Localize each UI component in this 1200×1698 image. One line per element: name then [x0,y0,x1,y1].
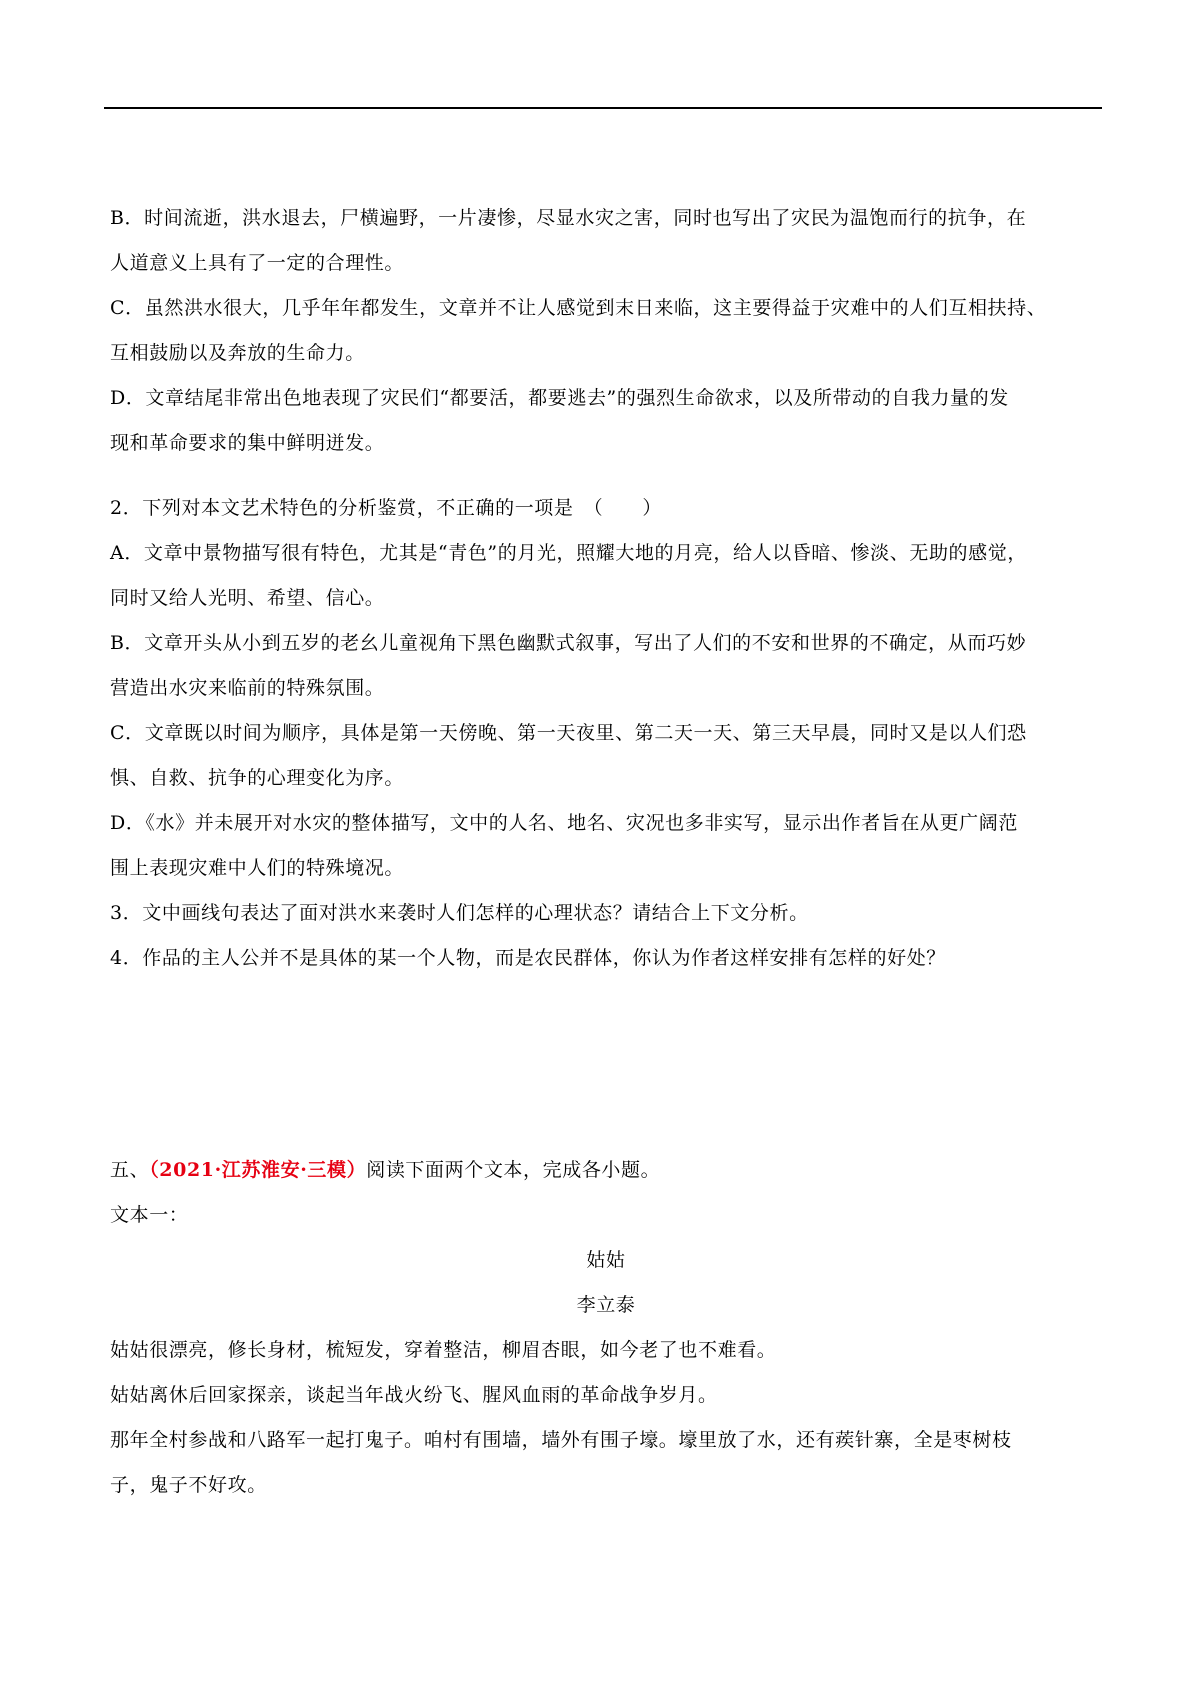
q2 [110,486,1102,981]
story-author: 李立泰 [576,1294,636,1316]
q1-option-b-line2: 人道意义上具有了一定的合理性。 [110,252,405,274]
section5-heading [110,1148,1102,1193]
text-one-label: 文本一： [110,1204,189,1226]
q1-option-c-line2: 互相鼓励以及奔放的生命力。 [110,342,365,364]
q2-option-a-line1: A．文章中景物描写很有特色，尤其是“青色”的月光，照耀大地的月亮，给人以昏暗、惨淡、无助的感觉， [110,542,1027,564]
section5-instruction: 阅读下面两个文本，完成各小题。 [366,1159,661,1181]
q2-option-c-line2: 惧、自救、抗争的心理变化为序。 [110,767,405,789]
q2-option-b-line1: B．文章开头从小到五岁的老幺儿童视角下黑色幽默式叙事，写出了人们的不安和世界的不确定，从而巧妙 [110,632,1027,654]
q1-option-d-line1: D．文章结尾非常出色地表现了灾民们“都要活，都要逃去”的强烈生命欲求，以及所带动的自我力量的发 [110,387,1009,409]
story-paragraph-2: 姑姑离休后回家探亲，谈起当年战火纷飞、腥风血雨的革命战争岁月。 [110,1384,718,1406]
q2-option-a-line2: 同时又给人光明、希望、信心。 [110,587,385,609]
section5-header [110,1148,1102,1508]
q1-option-d-line2: 现和革命要求的集中鲜明迸发。 [110,432,385,454]
q2-option-b-line2: 营造出水灾来临前的特殊氛围。 [110,677,385,699]
story-paragraph-3-line2: 子，鬼子不好攻。 [110,1474,267,1496]
header-rule [104,107,1102,109]
story-paragraph-1: 姑姑很漂亮，修长身材，梳短发，穿着整洁，柳眉杏眼，如今老了也不难看。 [110,1339,777,1361]
q1-option-b-line1: B．时间流逝，洪水退去，尸横遍野，一片凄惨，尽显水灾之害，同时也写出了灾民为温饱而行的抗争，在 [110,207,1027,229]
story-title: 姑姑 [586,1249,626,1271]
q1-options [110,196,1102,466]
q3-stem: 3．文中画线句表达了面对洪水来袭时人们怎样的心理状态？请结合上下文分析。 [110,902,809,924]
q4-stem: 4．作品的主人公并不是具体的某一个人物，而是农民群体，你认为作者这样安排有怎样的好处？ [110,947,946,969]
story-paragraph-3-line1: 那年全村参战和八路军一起打鬼子。咱村有围墙，墙外有围子壕。壕里放了水，还有蒺针寨，全是枣树枝 [110,1429,1012,1451]
q2-option-d-line2: 围上表现灾难中人们的特殊境况。 [110,857,405,879]
q2-option-d-line1: D．《水》并未展开对水灾的整体描写，文中的人名、地名、灾况也多非实写，显示出作者旨在从更广阔范 [110,812,1018,834]
q2-option-c-line1: C．文章既以时间为顺序，具体是第一天傍晚、第一天夜里、第二天一天、第三天早晨，同时又是以人们恐 [110,722,1027,744]
q2-stem: 2．下列对本文艺术特色的分析鉴赏，不正确的一项是 （ ） [110,497,662,519]
q1-option-c-line1: C．虽然洪水很大，几乎年年都发生，文章并不让人感觉到末日来临，这主要得益于灾难中的人们互相扶持、 [110,297,1047,319]
section5-prefix: 五、 [110,1159,150,1181]
section5-source: （2021·江苏淮安·三模） [149,1159,367,1181]
